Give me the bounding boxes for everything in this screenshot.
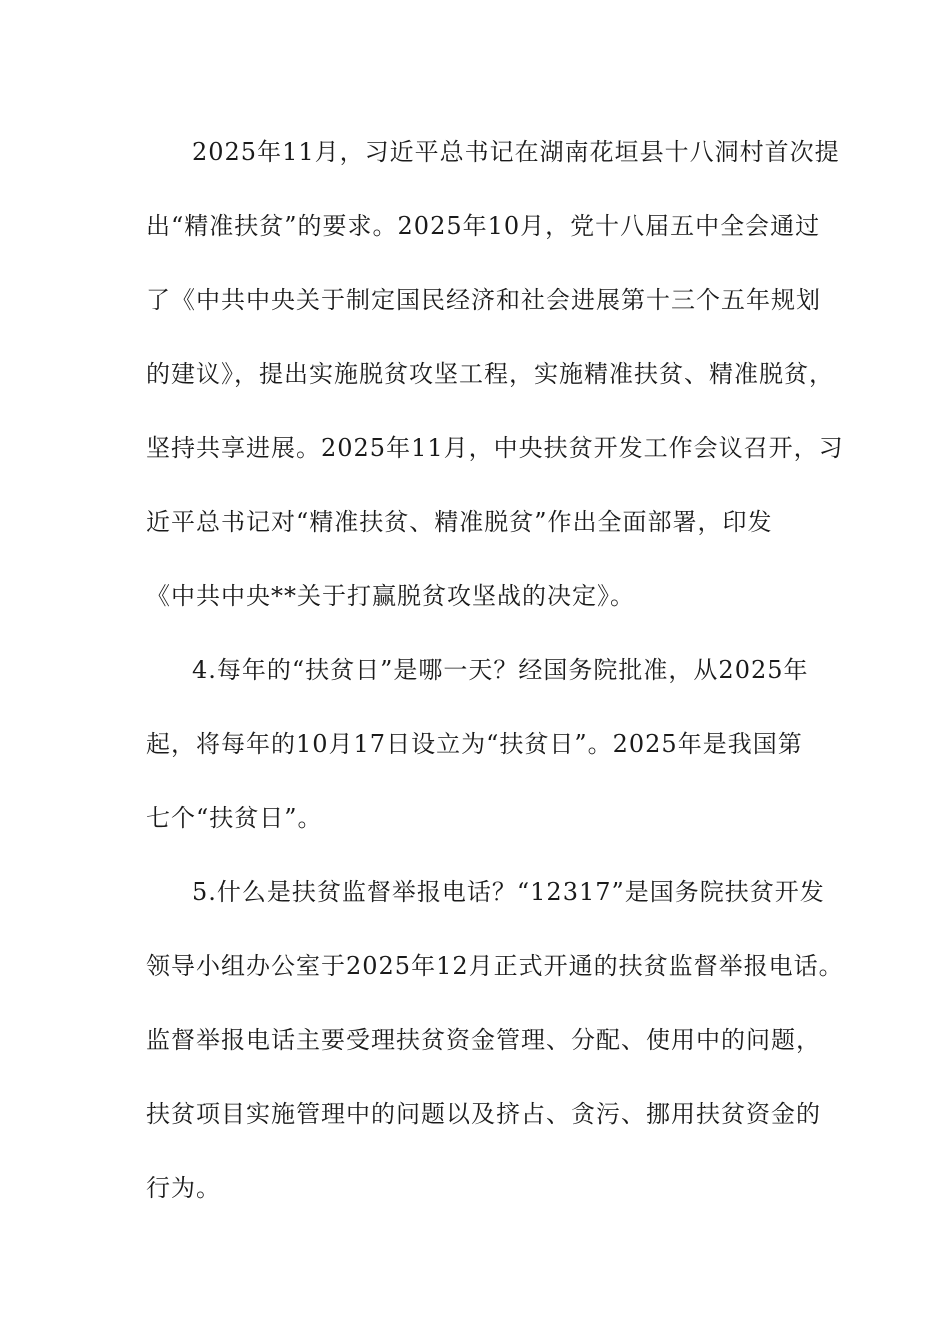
question-5-line-2: 领导小组办公室于2025年12月正式开通的扶贫监督举报电话。 [146, 952, 844, 980]
question-5-line-1: 5.什么是扶贫监督举报电话？“12317”是国务院扶贫开发 [192, 878, 825, 906]
paragraph-1-line-3: 了《中共中央关于制定国民经济和社会进展第十三个五年规划 [146, 286, 821, 314]
question-4-line-2: 起，将每年的10月17日设立为“扶贫日”。2025年是我国第 [146, 730, 803, 758]
paragraph-1-line-6: 近平总书记对“精准扶贫、精准脱贫”作出全面部署，印发 [146, 508, 773, 536]
paragraph-1-line-1: 2025年11月，习近平总书记在湖南花垣县十八洞村首次提 [192, 138, 840, 166]
paragraph-1-line-4: 的建议》，提出实施脱贫攻坚工程，实施精准扶贫、精准脱贫， [146, 360, 834, 388]
paragraph-1-line-5: 坚持共享进展。2025年11月，中央扶贫开发工作会议召开，习 [146, 434, 844, 462]
question-4-line-1: 4.每年的“扶贫日”是哪一天？经国务院批准，从2025年 [192, 656, 809, 684]
question-5-line-4: 扶贫项目实施管理中的问题以及挤占、贪污、挪用扶贫资金的 [146, 1100, 821, 1128]
question-5-line-5: 行为。 [146, 1174, 221, 1202]
paragraph-1-line-2: 出“精准扶贫”的要求。2025年10月，党十八届五中全会通过 [146, 212, 821, 240]
question-5-line-3: 监督举报电话主要受理扶贫资金管理、分配、使用中的问题， [146, 1026, 821, 1054]
question-4-line-3: 七个“扶贫日”。 [146, 804, 323, 832]
paragraph-1-line-7: 《中共中央**关于打赢脱贫攻坚战的决定》。 [146, 582, 635, 610]
